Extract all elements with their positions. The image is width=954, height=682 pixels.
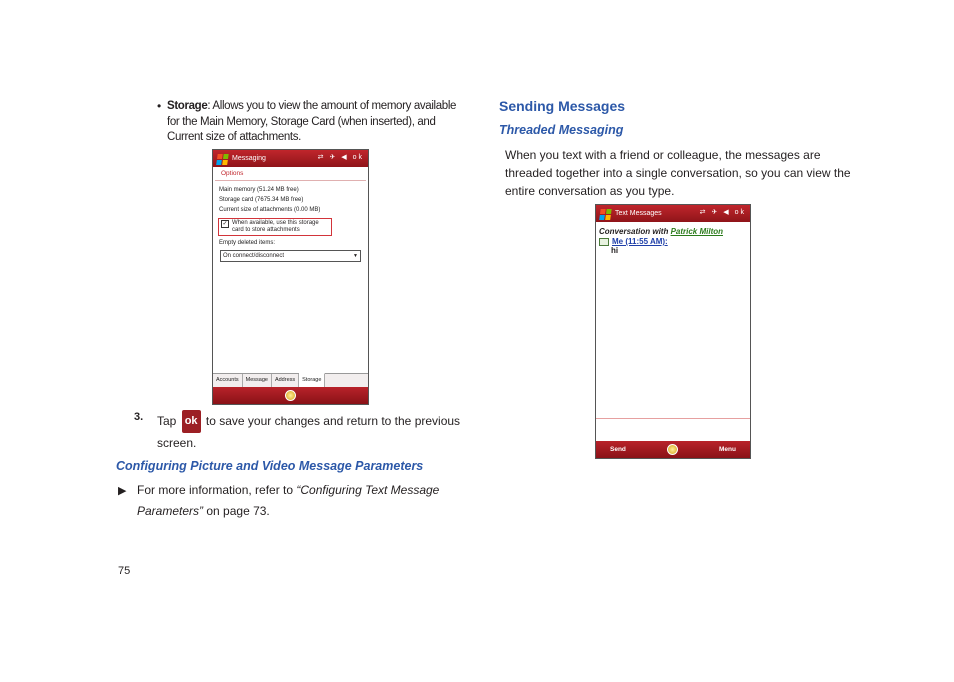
ref-link: “Configuring Text Message Parameters”: [137, 483, 440, 518]
step-description: to save your changes and return to the previous screen.: [157, 414, 461, 450]
main-memory-line: Main memory (51.24 MB free): [219, 187, 299, 193]
text-soft-bar: [596, 441, 750, 458]
ref-prefix: For more information, refer to: [137, 483, 297, 497]
status-icons: ⇄ ✈ ◀ ok: [317, 154, 364, 161]
orb-icon[interactable]: [285, 390, 296, 401]
message-sender-row: [596, 237, 750, 246]
attachments-line: Current size of attachments (0.00 MB): [219, 207, 321, 213]
options-title-bar: [213, 150, 368, 167]
step-tap: Tap: [157, 414, 177, 428]
text-messages-screenshot: [595, 204, 751, 459]
options-soft-bar: [213, 387, 368, 404]
tab-accounts[interactable]: Accounts: [213, 374, 243, 387]
contact-link[interactable]: Patrick Milton: [670, 227, 724, 236]
compose-input-line[interactable]: [596, 418, 750, 419]
arrow-icon: ▶: [118, 485, 127, 497]
status-icons: ⇄ ✈ ◀ ok: [699, 209, 746, 216]
threaded-paragraph: When you text with a friend or colleague, the messages are threaded together into a single conversation, so you can view the entire conversation as you type.: [505, 148, 851, 198]
tab-message[interactable]: Message: [243, 374, 272, 387]
options-tabs: [213, 373, 368, 387]
text-title: Text Messages: [615, 210, 662, 217]
ok-icon: ok: [182, 410, 201, 433]
message-icon: [599, 238, 609, 246]
storage-bullet-text: [167, 99, 467, 146]
menu-softkey[interactable]: Menu: [719, 446, 736, 453]
windows-start-icon: [599, 209, 610, 219]
sending-messages-heading: Sending Messages: [499, 98, 626, 114]
empty-deleted-dropdown[interactable]: [220, 250, 361, 262]
storage-label: Storage: [167, 100, 208, 112]
bullet-dot: •: [157, 99, 162, 113]
send-softkey[interactable]: Send: [610, 446, 626, 453]
tab-storage[interactable]: Storage: [299, 373, 325, 387]
dropdown-value: On connect/disconnect: [223, 253, 285, 259]
storage-checkbox-row[interactable]: [218, 218, 332, 236]
threaded-messaging-heading: Threaded Messaging: [499, 123, 624, 137]
tab-address[interactable]: Address: [272, 374, 299, 387]
text-title-bar: [596, 205, 750, 222]
step-text: [157, 410, 467, 454]
empty-deleted-label: Empty deleted items:: [219, 240, 276, 246]
reference-text: [137, 480, 457, 522]
windows-start-icon: [216, 154, 227, 164]
orb-icon[interactable]: [667, 444, 678, 455]
storage-card-line: Storage card (7675.34 MB free): [219, 197, 304, 203]
checkbox-icon[interactable]: ✓: [222, 221, 228, 227]
message-body: hi: [611, 246, 619, 255]
sender-link[interactable]: Me (11:55 AM):: [612, 237, 668, 246]
ref-suffix: on page 73.: [203, 504, 270, 518]
checkbox-label: When available, use this storage card to store attachments: [232, 220, 319, 233]
configuring-heading: Configuring Picture and Video Message Parameters: [116, 459, 424, 473]
options-header: Options: [215, 167, 366, 181]
conversation-prefix: Conversation with: [599, 227, 671, 236]
options-title: Messaging: [232, 155, 266, 162]
storage-description: : Allows you to view the amount of memory available for the Main Memory, Storage Card (when inserted), and Current size of attachments.: [167, 100, 457, 143]
chevron-down-icon: ▼: [353, 253, 358, 259]
options-screenshot: [212, 149, 369, 405]
step-number: 3.: [134, 411, 144, 423]
page-number: 75: [118, 565, 131, 577]
conversation-header: [596, 222, 750, 237]
